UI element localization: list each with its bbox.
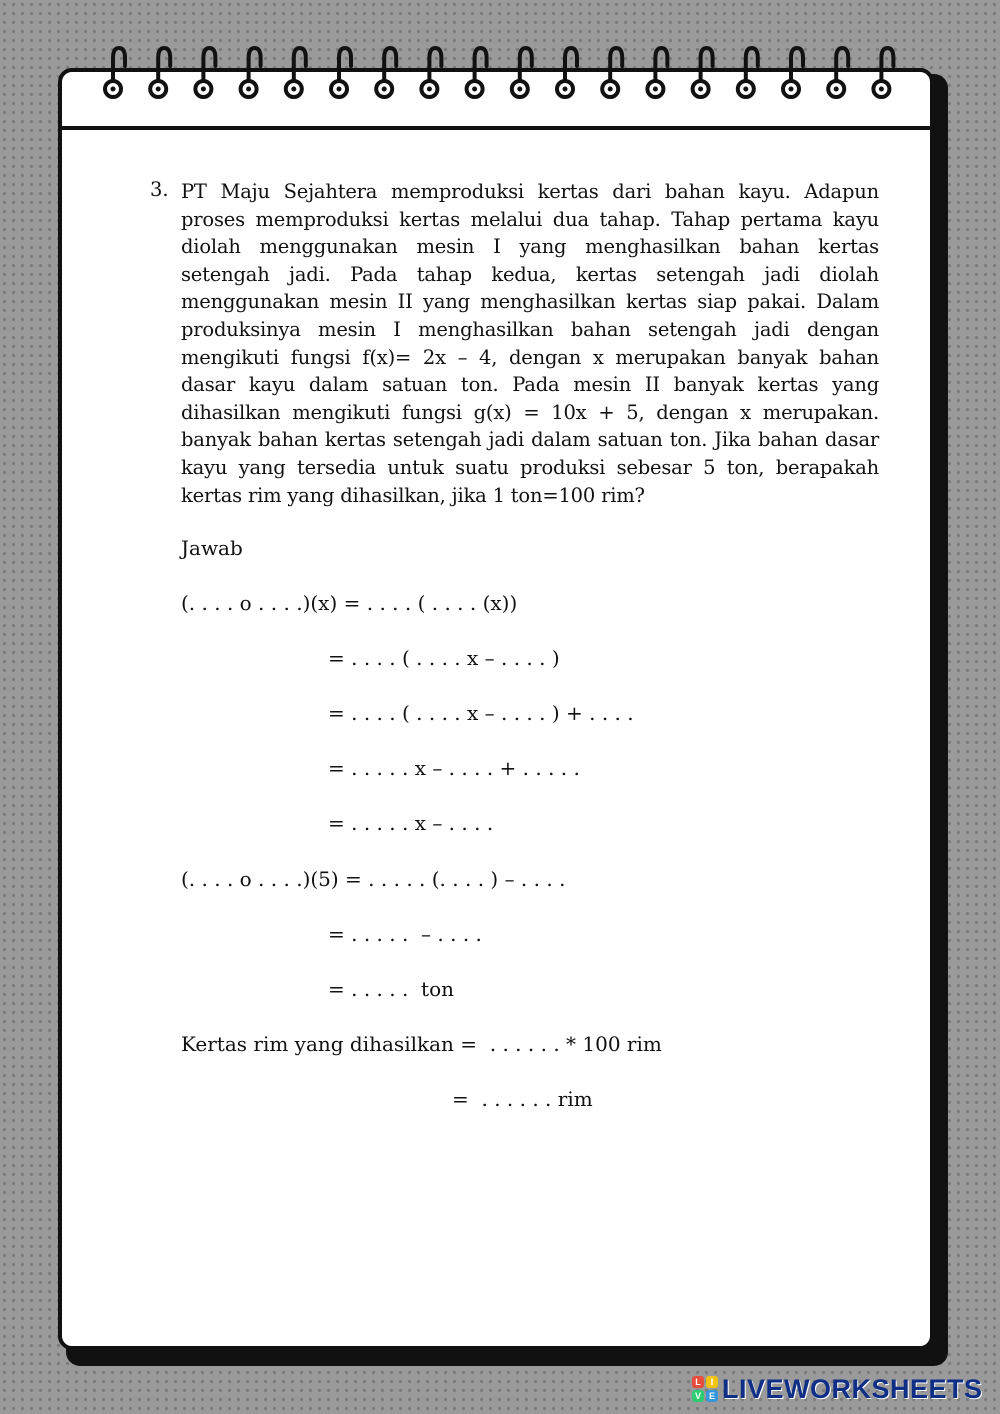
logo-letter: I [706,1376,718,1388]
logo-letter: V [692,1390,704,1402]
question-text: PT Maju Sejahtera memproduksi kertas dari bahan kayu. Adapun proses memproduksi kertas melalui dua tahap. Tahap pertama kayu diolah menggunakan mesin I yang menghasilkan bahan kertas setengah jadi. Pada tahap kedua, kertas setengah jadi diolah menggunakan mesin II yang menghasilkan kertas siap pakai. Dalam produksinya mesin I menghasilkan bahan setengah jadi dengan mengikuti fungsi f(x)= 2x – 4, dengan x merupakan banyak bahan dasar kayu dalam satuan ton. Pada mesin II banyak kertas yang dihasilkan mengikuti fungsi g(x) = 10x + 5, dengan x merupakan. banyak bahan kertas setengah jadi dalam satuan ton. Jika bahan dasar kayu yang tersedia untuk suatu produksi sebesar 5 ton, berapakah kertas rim yang dihasilkan, jika 1 ton=100 rim? [181,180,879,507]
answer-line-10: = . . . . . . rim [452,1087,593,1111]
answer-line-8: = . . . . . ton [328,977,455,1001]
answer-heading: Jawab [181,536,243,560]
liveworksheets-logo [692,1374,983,1404]
answer-line-9: Kertas rim yang dihasilkan = . . . . . . * 100 rim [181,1032,662,1056]
logo-icon [692,1376,718,1402]
answer-line-4: = . . . . . x – . . . . + . . . . . [328,756,580,780]
answer-line-7: = . . . . . – . . . . [328,922,482,946]
answer-line-1: (. . . . o . . . .)(x) = . . . . ( . . . . (x)) [181,591,518,615]
brand-name: LIVEWORKSHEETS [722,1374,983,1404]
logo-letter: L [692,1376,704,1388]
logo-letter: E [706,1390,718,1402]
answer-line-5: = . . . . . x – . . . . [328,811,494,835]
answer-line-2: = . . . . ( . . . . x – . . . . ) [328,646,560,670]
answer-line-3: = . . . . ( . . . . x – . . . . ) + . . . . [328,701,634,725]
answer-line-6: (. . . . o . . . .)(5) = . . . . . (. . . . ) – . . . . [181,867,566,891]
question-number: 3. [150,178,169,201]
